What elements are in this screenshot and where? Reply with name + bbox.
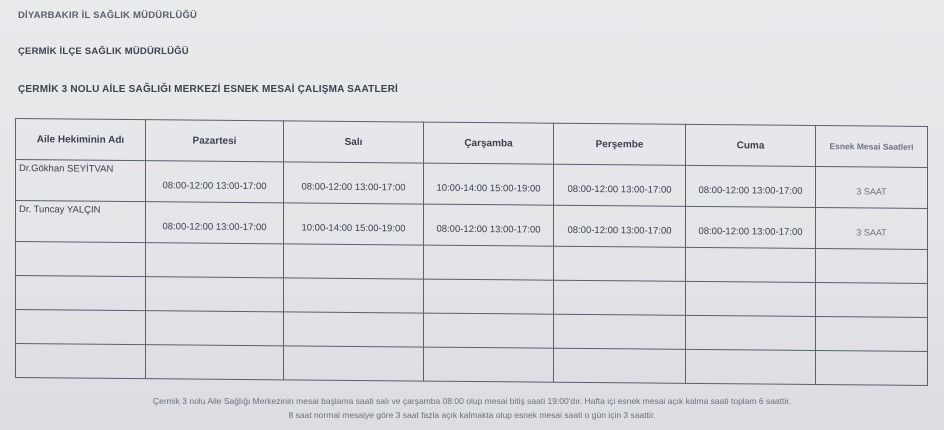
column-header-monday: Pazartesi xyxy=(146,120,284,162)
footnote-line-2: 8 saat normal mesaiye göre 3 saat fazla açık kalmakta olup esnek mesai saati o gün için 3 saattir. xyxy=(288,410,656,420)
empty-cell xyxy=(424,279,554,314)
document-header-province: DİYARBAKIR İL SAĞLIK MÜDÜRLÜĞÜ xyxy=(18,10,198,21)
empty-cell xyxy=(146,345,284,380)
column-header-tuesday: Salı xyxy=(284,121,424,163)
monday-hours: 08:00-12:00 13:00-17:00 xyxy=(146,161,284,203)
empty-cell xyxy=(424,313,554,348)
empty-cell xyxy=(16,242,146,277)
document-title: ÇERMİK 3 NOLU AİLE SAĞLIĞI MERKEZİ ESNEK MESAİ ÇALIŞMA SAATLERİ xyxy=(18,84,399,95)
thursday-hours: 08:00-12:00 13:00-17:00 xyxy=(554,205,686,247)
empty-cell xyxy=(554,348,686,383)
footnote-line-1: Çermik 3 nolu Aile Sağlığı Merkezinin mesai başlama saati salı ve çarşamba 08:00 olup mesai bitiş saati 19:00'dır. Hafta içi esnek mesai açık kalma saati toplam 6 saattir. xyxy=(152,396,791,406)
table-row-empty xyxy=(16,344,928,386)
thursday-hours: 08:00-12:00 13:00-17:00 xyxy=(554,164,686,206)
tuesday-hours: 10:00-14:00 15:00-19:00 xyxy=(284,203,424,245)
wednesday-hours: 10:00-14:00 15:00-19:00 xyxy=(424,163,554,205)
empty-cell xyxy=(16,344,146,379)
doctor-name: Dr. Tuncay YALÇIN xyxy=(16,201,146,243)
empty-cell xyxy=(284,312,424,347)
empty-cell xyxy=(16,276,146,311)
column-header-friday: Cuma xyxy=(686,124,816,166)
empty-cell xyxy=(284,244,424,279)
empty-cell xyxy=(686,315,816,350)
empty-cell xyxy=(554,314,686,349)
tuesday-hours: 08:00-12:00 13:00-17:00 xyxy=(284,162,424,204)
column-header-flex-hours: Esnek Mesai Saatleri xyxy=(816,125,928,167)
empty-cell xyxy=(554,246,686,281)
empty-cell xyxy=(686,247,816,282)
column-header-wednesday: Çarşamba xyxy=(424,122,554,164)
empty-cell xyxy=(146,277,284,312)
empty-cell xyxy=(146,243,284,278)
document-header-district: ÇERMİK İLÇE SAĞLIK MÜDÜRLÜĞÜ xyxy=(18,46,189,57)
empty-cell xyxy=(146,311,284,346)
empty-cell xyxy=(16,310,146,345)
doctor-name: Dr.Gökhan SEYİTVAN xyxy=(16,160,146,202)
flex-hours-value: 3 SAAT xyxy=(816,207,928,249)
empty-cell xyxy=(284,278,424,313)
empty-cell xyxy=(424,245,554,280)
monday-hours: 08:00-12:00 13:00-17:00 xyxy=(146,202,284,244)
empty-cell xyxy=(686,349,816,384)
empty-cell xyxy=(816,248,928,283)
friday-hours: 08:00-12:00 13:00-17:00 xyxy=(686,165,816,207)
column-header-thursday: Perşembe xyxy=(554,123,686,165)
friday-hours: 08:00-12:00 13:00-17:00 xyxy=(686,206,816,248)
empty-cell xyxy=(424,347,554,382)
schedule-table xyxy=(15,118,928,386)
empty-cell xyxy=(816,282,928,317)
empty-cell xyxy=(816,316,928,351)
wednesday-hours: 08:00-12:00 13:00-17:00 xyxy=(424,204,554,246)
empty-cell xyxy=(284,346,424,381)
column-header-doctor: Aile Hekiminin Adı xyxy=(16,119,146,161)
empty-cell xyxy=(816,350,928,385)
empty-cell xyxy=(686,281,816,316)
empty-cell xyxy=(554,280,686,315)
flex-hours-value: 3 SAAT xyxy=(816,166,928,208)
